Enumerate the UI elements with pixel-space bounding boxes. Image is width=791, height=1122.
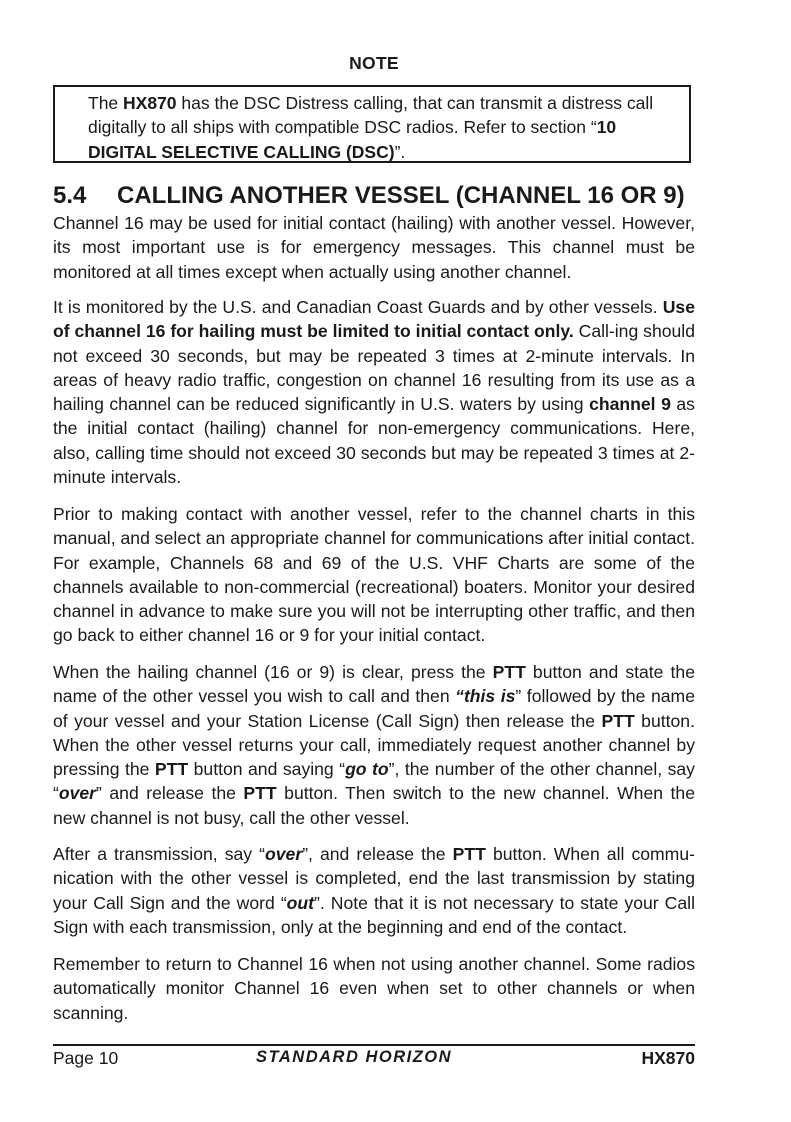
- section-number: 5.4: [53, 182, 87, 209]
- paragraph-hailing-procedure: When the hailing channel (16 or 9) is clear, press the PTT button and state the name of the other vessel you wish to call and then “this is” followed by the name of your vessel and your Station License (Call Sign) then release the PTT button. When the other vessel returns your call, immediately request another channel by pressing the PTT button and saying “go to”, the number of the other channel, say “over” and release the PTT button. Then switch to the new channel. When the new channel is not busy, call the other vessel.: [53, 662, 695, 828]
- section-heading: [53, 182, 695, 210]
- section-title: CALLING ANOTHER VESSEL (CHANNEL 16 OR 9): [117, 182, 685, 209]
- paragraph-channel-selection: Prior to making contact with another vessel, refer to the channel charts in this manual, and select an appropriate channel for communications after initial contact. For example, Channels 68 and 69 of the U.S. VHF Charts are some of the channels available to non-commercial (recreational) boaters. Monitor your desired channel in advance to make sure you will not be interrupting other traffic, and then go back to either channel 16 or 9 for your initial contact.: [53, 504, 695, 646]
- note-box: [53, 85, 691, 163]
- section-reference: 10 DIGITAL SELECTIVE CALLING (DSC): [88, 117, 617, 162]
- paragraph-channel-16-usage: Channel 16 may be used for initial contact (hailing) with another vessel. However, its most important use is for emergency messages. This channel must be monitored at all times except when actually using another channel.: [53, 213, 695, 282]
- note-text: The HX870 has the DSC Distress calling, that can transmit a distress call digitally to all ships with compatible DSC radios. Refer to section “10 DIGITAL SELECTIVE CALLING (DSC)”.: [88, 93, 654, 162]
- paragraph-return-to-channel-16: Remember to return to Channel 16 when not using another channel. Some radios automatically monitor Channel 16 even when set to other channels or when scanning.: [53, 954, 695, 1023]
- model-name: HX870: [123, 93, 177, 113]
- footer-page-number: Page 10: [53, 1048, 119, 1068]
- paragraph-ending-transmission: After a transmission, say “over”, and release the PTT button. When all commu-nication with the other vessel is completed, end the last transmission by stating your Call Sign and the word “out”. Note that it is not necessary to state your Call Sign with each transmission, only at the beginning and end of the contact.: [53, 844, 695, 937]
- footer-divider: [53, 1044, 695, 1046]
- note-heading: NOTE: [349, 53, 399, 73]
- footer-model-name: HX870: [641, 1048, 695, 1068]
- paragraph-coast-guard-monitoring: It is monitored by the U.S. and Canadian Coast Guards and by other vessels. Use of channel 16 for hailing must be limited to initial contact only. Call-ing should not exceed 30 seconds, but may be repeated 3 times at 2-minute intervals. In areas of heavy radio traffic, congestion on channel 16 resulting from its use as a hailing channel can be reduced significantly in U.S. waters by using channel 9 as the initial contact (hailing) channel for non-emergency communications. Here, also, calling time should not exceed 30 seconds but may be repeated 3 times at 2-minute intervals.: [53, 297, 695, 488]
- page-footer: [53, 1044, 695, 1070]
- footer-brand-logo: STANDARD HORIZON: [256, 1048, 453, 1066]
